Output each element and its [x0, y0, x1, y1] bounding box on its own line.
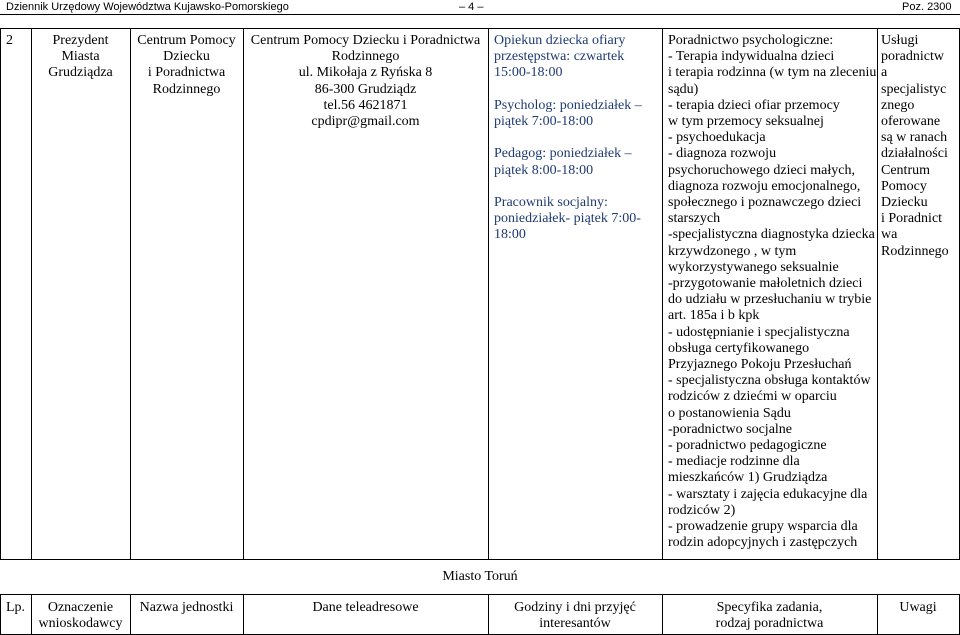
col-header-notes: Uwagi — [899, 600, 937, 615]
col-divider — [31, 28, 32, 560]
col-divider — [130, 28, 131, 560]
header-top-border — [0, 594, 960, 595]
position-number: Poz. 2300 — [902, 1, 952, 13]
section-title: Miasto Toruń — [442, 569, 518, 584]
col-divider — [488, 28, 489, 560]
col-header-lp: Lp. — [5, 600, 26, 615]
page-number: – 4 – — [459, 1, 484, 13]
header-rule — [0, 14, 960, 15]
col-header-specifics: Specyfika zadania, rodzaj poradnictwa — [715, 600, 824, 632]
col-header-applicant: Oznaczenie wnioskodawcy — [38, 600, 123, 632]
col-divider — [0, 28, 1, 560]
contact-cell: Centrum Pomocy Dziecku i Poradnictwa Rodzinnego ul. Mikołaja z Ryńska 8 86-300 Grudziądz tel.56 4621871 cpdipr@gmail.com — [250, 33, 481, 130]
hours-cell: Opiekun dziecka ofiary przestępstwa: czwartek 15:00-18:00 Psycholog: poniedziałek – piątek 7:00-18:00 Pedagog: poniedziałek – piątek 8:00-18:00 Pracownik socjalny: poniedziałek- piątek 7:00- 18:00 — [494, 33, 642, 243]
col-header-unit-name: Nazwa jednostki — [139, 600, 234, 615]
table-bottom-border — [0, 559, 960, 560]
col-header-contact: Dane teleadresowe — [312, 600, 419, 615]
journal-title: Dziennik Urzędowy Województwa Kujawsko-Pomorskiego — [6, 1, 289, 13]
notes-cell: Usługi poradnictw a specjalistyc znego oferowane są w ranach działalności Centrum Pomocy Dziecku i Poradnict wa Rodzinnego — [881, 33, 949, 259]
col-header-hours: Godziny i dni przyjęć interesantów — [514, 600, 636, 632]
col-divider — [662, 28, 663, 560]
specifics-cell: Poradnictwo psychologiczne: - Terapia indywidualna dzieci i terapia rodzinna (w tym na zleceniu sądu) - terapia dzieci ofiar przemocy w tym przemocy seksualnej - psychoedukacja - diagnoza rozwoju psychoruchowego dzieci małych, diagnoza rozwoju emocjonalnego, społecznego i poznawczego dzieci starszych -specjalistyczna diagnostyka dziecka krzywdzonego , w tym wykorzystywanego seksualnie -przygotowanie małoletnich dzieci do udziału w przesłuchaniu w trybie art. 185a i b kpk - udostępnianie i specjalistyczna obsługa certyfikowanego Przyjaznego Pokoju Przesłuchań - specjalistyczna obsługa kontaktów rodziców z dziećmi w oparciu o postanowienia Sądu -poradnictwo socjalne - poradnictwo pedagogiczne - mediacje rodzinne dla mieszkańców 1) Grudziądza - warsztaty i zajęcia edukacyjne dla rodziców 2) - prowadzenie grupy wsparcia dla rodzin adopcyjnych i zastępczych — [668, 33, 877, 551]
row-number: 2 — [6, 33, 13, 48]
applicant-cell: Prezydent Miasta Grudziądza — [48, 33, 113, 81]
col-divider — [877, 28, 878, 560]
unit-name-cell: Centrum Pomocy Dziecku i Poradnictwa Rodzinnego — [137, 33, 236, 97]
table-top-border — [0, 28, 960, 29]
